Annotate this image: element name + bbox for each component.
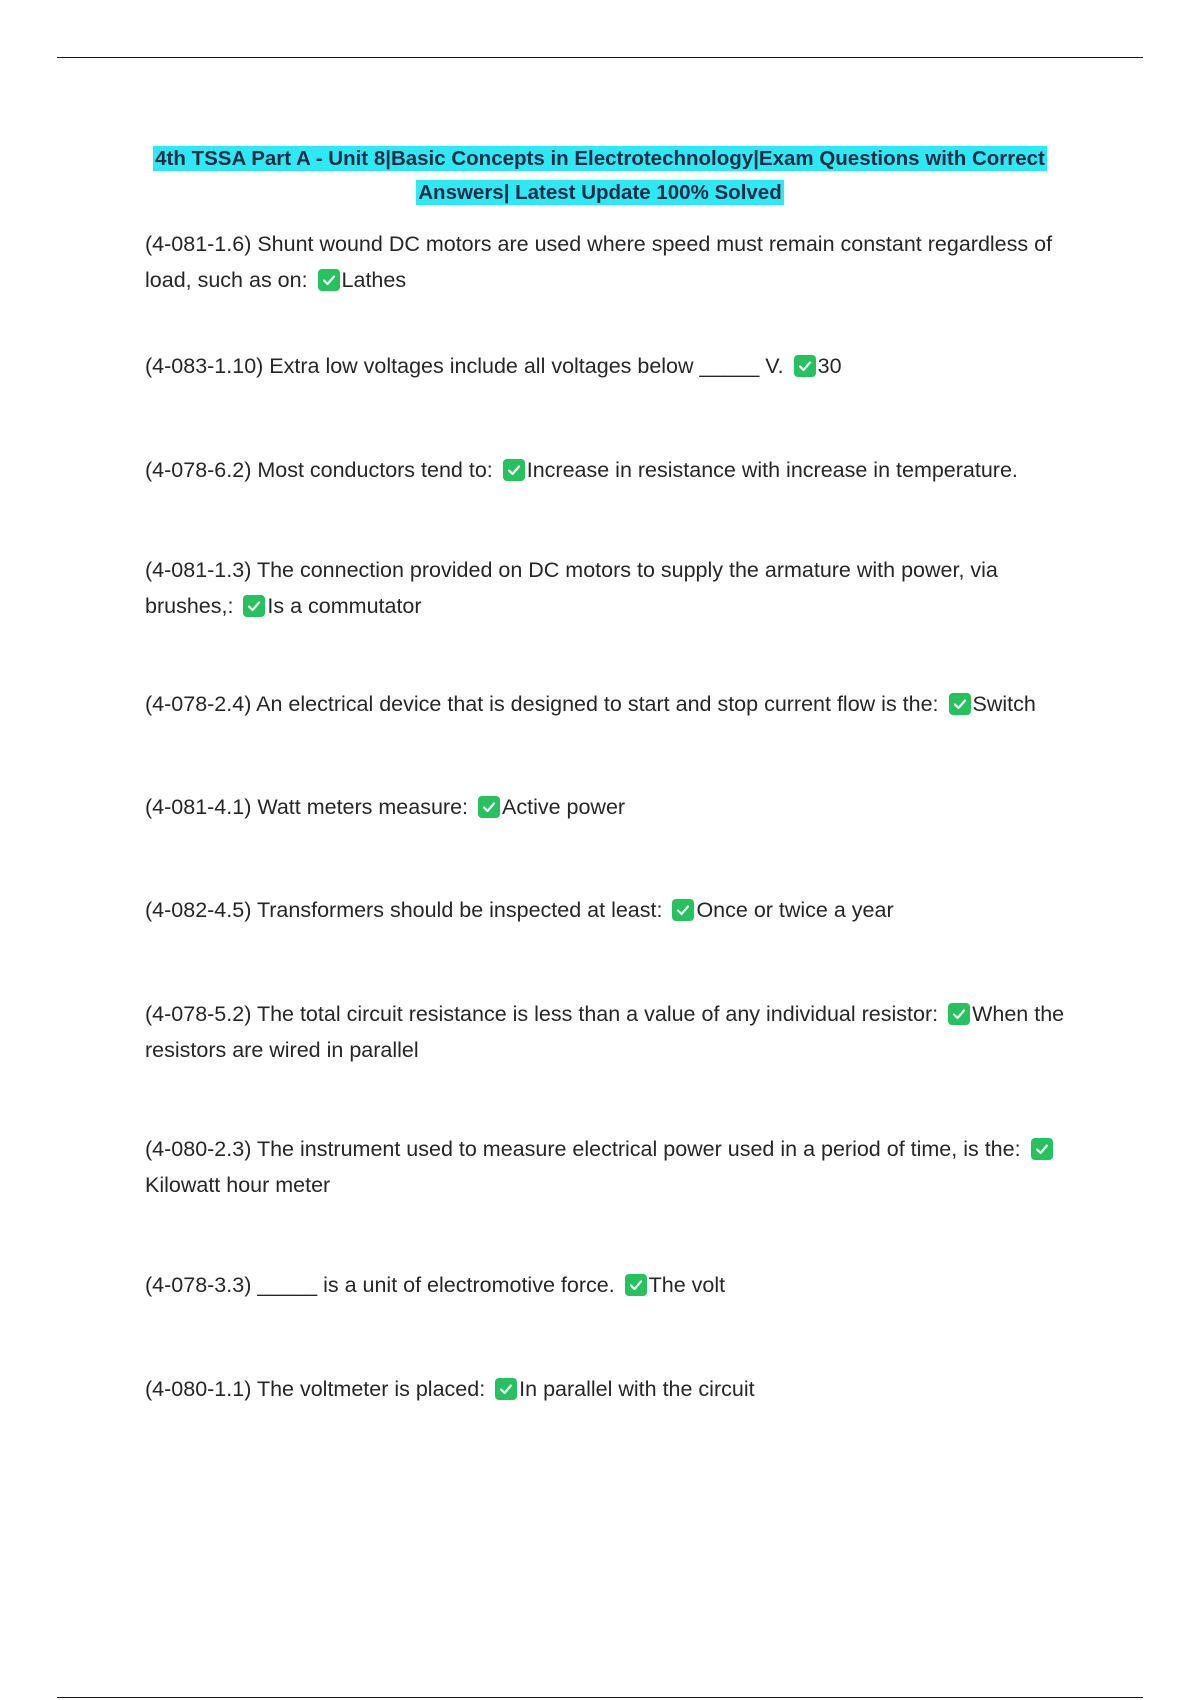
answer-text: Switch [972, 692, 1036, 716]
question-item [145, 348, 1085, 384]
check-icon [794, 355, 816, 377]
answer-text: Lathes [341, 268, 407, 292]
check-icon [625, 1274, 647, 1296]
check-icon [243, 595, 265, 617]
document-title [120, 142, 1080, 210]
check-icon [949, 693, 971, 715]
question-text: (4-078-6.2) Most conductors tend to: [145, 458, 493, 482]
check-icon [478, 796, 500, 818]
question-text: (4-083-1.10) Extra low voltages include all voltages below _____ V. [145, 354, 784, 378]
bottom-rule [57, 1697, 1143, 1698]
answer-text: Increase in resistance with increase in temperature. [526, 458, 1018, 482]
question-text: (4-078-5.2) The total circuit resistance is less than a value of any individual resistor: [145, 1002, 939, 1026]
question-item [145, 789, 1085, 825]
question-text: (4-082-4.5) Transformers should be inspected at least: [145, 898, 663, 922]
top-rule [57, 57, 1143, 58]
question-text: (4-078-3.3) _____ is a unit of electromotive force. [145, 1273, 615, 1297]
check-icon [672, 899, 694, 921]
question-item [145, 1267, 1085, 1303]
answer-text: When the resistors are wired in parallel [145, 1002, 1065, 1062]
answer-text: Active power [502, 795, 626, 819]
question-text: (4-081-1.6) Shunt wound DC motors are used where speed must remain constant regardless of load, such as on: [145, 232, 1053, 292]
question-text: (4-081-4.1) Watt meters measure: [145, 795, 469, 819]
check-icon [503, 459, 525, 481]
question-item [145, 686, 1085, 722]
title-line-2: Answers| Latest Update 100% Solved [418, 181, 782, 204]
question-item [145, 552, 1085, 624]
check-icon [1031, 1138, 1053, 1160]
question-item [145, 996, 1085, 1068]
title-line-1: 4th TSSA Part A - Unit 8|Basic Concepts in Electrotechnology|Exam Questions with Correct [155, 147, 1045, 170]
question-item [145, 452, 1085, 488]
question-text: (4-078-2.4) An electrical device that is designed to start and stop current flow is the: [145, 692, 939, 716]
answer-text: Once or twice a year [696, 898, 894, 922]
question-text: (4-080-1.1) The voltmeter is placed: [145, 1377, 486, 1401]
check-icon [495, 1378, 517, 1400]
question-item [145, 1131, 1085, 1203]
answer-text: 30 [817, 354, 842, 378]
question-text: (4-081-1.3) The connection provided on DC motors to supply the armature with power, via brushes,: [145, 558, 998, 618]
question-list [145, 226, 1085, 1407]
question-text: (4-080-2.3) The instrument used to measure electrical power used in a period of time, is the: [145, 1137, 1021, 1161]
check-icon [948, 1003, 970, 1025]
answer-text: Is a commutator [267, 594, 422, 618]
answer-text: In parallel with the circuit [519, 1377, 755, 1401]
question-item [145, 226, 1085, 298]
question-item [145, 892, 1085, 928]
check-icon [318, 269, 340, 291]
answer-text: The volt [648, 1273, 726, 1297]
question-item [145, 1371, 1085, 1407]
answer-text: Kilowatt hour meter [145, 1173, 331, 1197]
